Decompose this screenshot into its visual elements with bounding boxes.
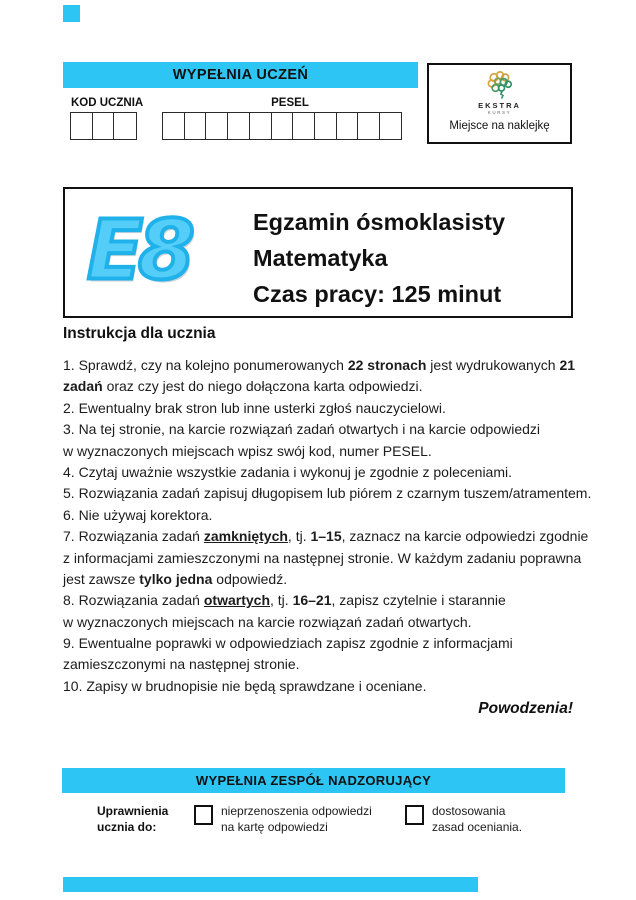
student-section-header-label: WYPEŁNIA UCZEŃ (172, 67, 309, 83)
exam-title-line: Egzamin ósmoklasisty (253, 209, 506, 235)
checkbox-no-transfer-answers[interactable] (194, 805, 213, 825)
instruction-line: zadań oraz czy jest do niego dołączona karta odpowiedzi. (63, 378, 423, 395)
pesel-cell-3[interactable] (205, 112, 228, 140)
supervisor-section-header (62, 768, 565, 793)
instruction-line: w wyznaczonych miejscach wpisz swój kod, numer PESEL. (63, 442, 432, 459)
instruction-line: 7. Rozwiązania zadań zamkniętych, tj. 1–15, zaznacz na karcie odpowiedzi zgodnie (63, 528, 589, 545)
brain-logo-icon (485, 70, 515, 100)
instruction-line: 3. Na tej stronie, na karcie rozwiązań zadań otwartych i na karcie odpowiedzi (63, 421, 541, 438)
instruction-line: 8. Rozwiązania zadań otwartych, tj. 16–21, zapisz czytelnie i starannie (63, 592, 506, 609)
exam-title-lines (253, 204, 505, 312)
bottom-partial-bar (63, 877, 478, 892)
permissions-row-label: Uprawnienia ucznia do: (97, 804, 169, 834)
pesel-label: PESEL (271, 97, 309, 109)
instruction-line: 9. Ewentualne poprawki w odpowiedziach zapisz zgodnie z informacjami (63, 635, 513, 652)
student-section-header (63, 62, 418, 88)
instruction-line: 1. Sprawdź, czy na kolejno ponumerowanych 22 stronach jest wydrukowanych 21 (63, 357, 576, 373)
pesel-cell-4[interactable] (227, 112, 250, 140)
pesel-cell-5[interactable] (249, 112, 272, 140)
closing-message: Powodzenia! (478, 700, 573, 717)
instruction-line: 4. Czytaj uważnie wszystkie zadania i wykonuj je zgodnie z poleceniami. (63, 463, 512, 480)
sticker-logo-name: EKSTRA (478, 101, 521, 110)
option-adapted-grading-label: dostosowania zasad oceniania. (432, 804, 523, 834)
instructions-heading: Instrukcja dla ucznia (63, 325, 216, 342)
instruction-line: jest zawsze tylko jedna odpowiedź. (63, 570, 288, 587)
option-no-transfer-answers-label: nieprzenoszenia odpowiedzi na kartę odpowiedzi (221, 804, 372, 834)
pesel-boxes (162, 112, 401, 140)
instruction-line: 10. Zapisy w brudnopisie nie będą sprawdzane i oceniane. (63, 677, 427, 694)
supervisor-section-header-label: WYPEŁNIA ZESPÓŁ NADZORUJĄCY (195, 773, 432, 788)
pesel-cell-9[interactable] (336, 112, 359, 140)
pesel-cell-8[interactable] (314, 112, 337, 140)
instruction-line: z informacjami zamieszczonymi na następnej stronie. W każdym zadaniu poprawna (63, 549, 582, 566)
page-corner-mark (63, 5, 80, 22)
pesel-cell-11[interactable] (379, 112, 402, 140)
kod-ucznia-cell-3[interactable] (113, 112, 136, 140)
instruction-line: 5. Rozwiązania zadań zapisuj długopisem lub piórem z czarnym tuszem/atramentem. (63, 485, 592, 502)
exam-title-line: Czas pracy: 125 minut (253, 281, 502, 307)
exam-title-line: Matematyka (253, 245, 388, 271)
kod-ucznia-cell-1[interactable] (70, 112, 93, 140)
instruction-line: 6. Nie używaj korektora. (63, 506, 213, 523)
instructions-list (63, 355, 623, 697)
sticker-placement-label: Miejsce na naklejkę (449, 120, 550, 132)
kod-ucznia-boxes (70, 112, 135, 140)
pesel-cell-1[interactable] (162, 112, 185, 140)
sticker-box (427, 63, 572, 144)
pesel-cell-2[interactable] (184, 112, 207, 140)
instruction-line: w wyznaczonych miejscach na karcie rozwiązań zadań otwartych. (63, 613, 472, 630)
sticker-logo-subtitle: KURSY (487, 110, 512, 115)
pesel-cell-10[interactable] (357, 112, 380, 140)
pesel-cell-6[interactable] (271, 112, 294, 140)
instruction-line: 2. Ewentualny brak stron lub inne usterki zgłoś nauczycielowi. (63, 399, 446, 416)
kod-ucznia-cell-2[interactable] (92, 112, 115, 140)
instruction-line: zamieszczonymi na następnej stronie. (63, 656, 300, 673)
checkbox-adapted-grading[interactable] (405, 805, 424, 825)
exam-title-box (63, 187, 573, 318)
kod-ucznia-label: KOD UCZNIA (71, 97, 144, 109)
pesel-cell-7[interactable] (292, 112, 315, 140)
e8-logo: E8 (87, 202, 191, 298)
